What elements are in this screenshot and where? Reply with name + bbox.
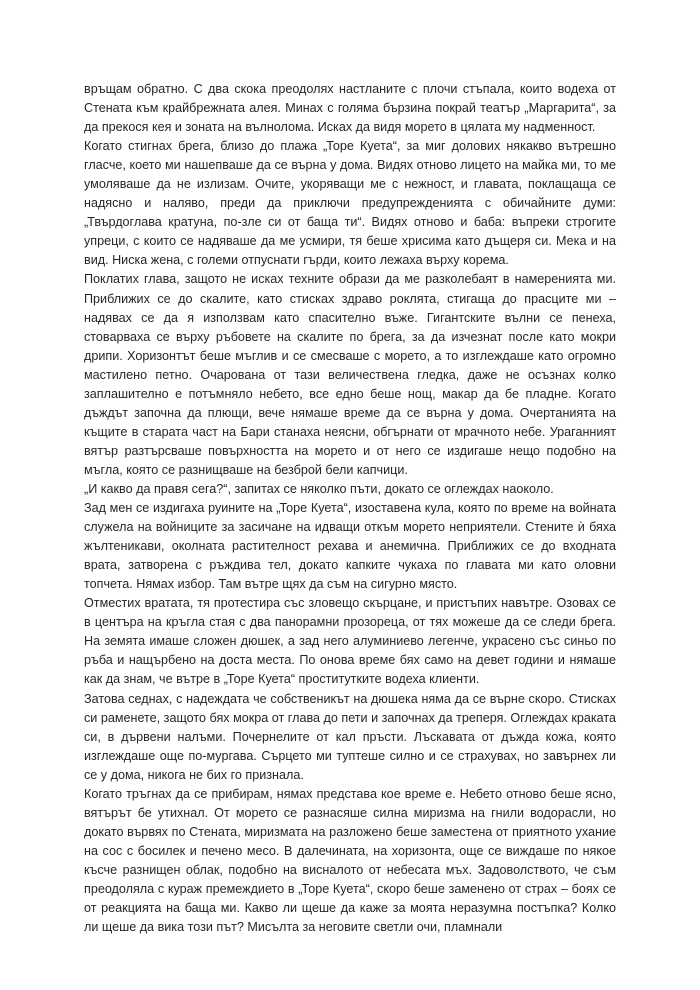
paragraph-5: Зад мен се издигаха руините на „Торе Куета“, изоставена кула, която по време на войната служела на войниците за засичане на идващи откъм морето неприятели. Стените ѝ бяха жълтеникави, околната растителност рехава и анемична. Приближих се до входната врата, затворена с ръждива тел, докато капките чукаха по главата ми като оловни топчета. Нямах избор. Там вътре щях да съм на сигурно място. [84, 501, 616, 592]
paragraph-6: Отместих вратата, тя протестира със зловещо скърцане, и пристъпих навътре. Озовах се в центъра на кръгла стая с два панорамни прозореца, от тях можеше да се следи брега. На земята имаше сложен дюшек, а зад него алуминиево легенче, украсено със синьо по ръба и нащърбено на доста места. По онова време бях само на девет години и нямаше как да знам, че вътре в „Торе Куета“ проститутките водеха клиенти. [84, 596, 616, 687]
paragraph-3: Поклатих глава, защото не исках техните образи да ме разколебаят в намеренията ми. Приближих се до скалите, като стисках здраво роклята, стигаща до прасците ми – надявах се да я използвам като спасително въже. Гигантските вълни се пенеха, стоварваха се върху ръбовете на скалите по брега, за да изчезнат после като мокри дрипи. Хоризонтът беше мъглив и се смесваше с морето, а то изглеждаше като огромно мастилено петно. Очарована от тази величествена гледка, даже не осъзнах колко заплашително е потъмняло небето, все едно беше нощ, макар да бе пладне. Когато дъждът започна да плющи, вече нямаше време да се върна у дома. Очертанията на къщите в старата част на Бари станаха неясни, обгърнати от мрачното небе. Ураганният вятър разтърсваше повърхността на морето и от него се издигаше нещо подобно на мъгла, която се разнищваше на безброй бели капчици. [84, 272, 616, 477]
paragraph-4: „И какво да правя сега?“, запитах се няколко пъти, докато се оглеждах наоколо. [84, 481, 554, 496]
document-page [84, 80, 616, 937]
paragraph-1: връщам обратно. С два скока преодолях настланите с плочи стъпала, които водеха от Стената към крайбрежната алея. Минах с голяма бързина покрай театър „Маргарита“, за да прекося кея и зоната на вълнолома. Исках да видя морето в цялата му надменност. [84, 82, 616, 135]
paragraph-2: Когато стигнах брега, близо до плажа „Торе Куета“, за миг долових някакво вътрешно гласче, което ми нашепваше да се върна у дома. Видях отново лицето на майка ми, то ме умоляваше да не излизам. Очите, укоряващи ме с нежност, и главата, поклащаща се надясно и наляво, преди да приключи предупрежденията с обичайните думи: „Твърдоглава кратуна, по-зле си от баща ти“. Видях отново и баба: въпреки строгите упреци, с които се надяваше да ме усмири, тя беше хрисима като дъщеря си. Мека и на вид. Ниска жена, с големи отпуснати гърди, които лежаха върху корема. [84, 139, 616, 268]
paragraph-8: Когато тръгнах да се прибирам, нямах представа кое време е. Небето отново беше ясно, вятърът бе утихнал. От морето се разнасяше силна миризма на гнили водорасли, но докато вървях по Стената, миризмата на разложено беше заместена от приятното ухание на сос с босилек и печено месо. В далечината, на хоризонта, още се виждаше по някое късче разнищен облак, подобно на висналото от небесата мъх. Задоволството, че съм преодоляла с кураж премеждието в „Торе Куета“, скоро беше заменено от страх – боях се от реакцията на баща ми. Какво ли щеше да каже за моята неразумна постъпка? Колко ли щеше да вика този път? Мисълта за неговите светли очи, пламнали [84, 786, 616, 935]
paragraph-7: Затова седнах, с надеждата че собственикът на дюшека няма да се върне скоро. Стисках си раменете, защото бях мокра от глава до пети и започнах да треперя. Оглеждах краката си, в дървени налъми. Почернелите от кал пръсти. Лъскавата от дъжда кожа, която изглеждаше още по-мургава. Сърцето ми туптеше силно и се страхувах, но завърнех ли се у дома, никога не бих го признала. [84, 691, 616, 782]
